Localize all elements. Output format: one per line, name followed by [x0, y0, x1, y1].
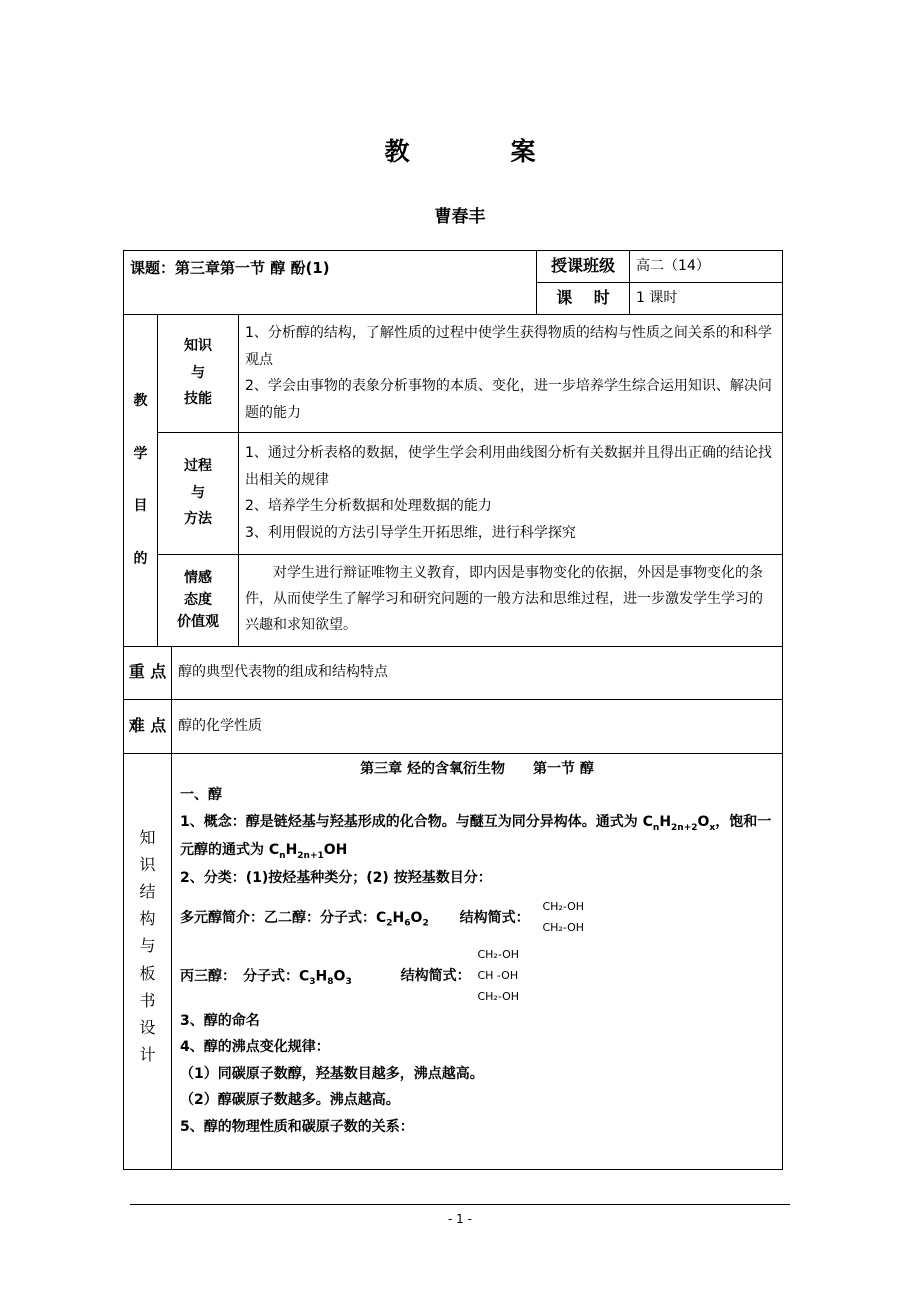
gl-text: 丙三醇： 分子式：C: [180, 968, 310, 985]
board-naming: 3、醇的命名: [180, 1012, 260, 1029]
concept-sub-n2: n: [279, 850, 286, 861]
process-line-1: 1、通过分析表格的数据，使学生学会利用曲线图分析有关数据并且得出正确的结论找出相关的规律: [245, 444, 772, 488]
knowledge-label-1: 知识: [184, 338, 212, 355]
board-classify: 2、分类：(1)按烃基种类分；(2) 按羟基数目分：: [180, 869, 492, 886]
knowledge-content: [239, 314, 783, 432]
difficulty-content: 醇的化学性质: [172, 699, 783, 753]
gl-sub-c: 3: [309, 977, 316, 988]
emotion-label-3: 价值观: [177, 614, 219, 631]
emotion-label-1: 情感: [184, 569, 212, 586]
page-number: - 1 -: [448, 1212, 472, 1226]
document-title: 教 案: [384, 137, 574, 166]
gl-o: O: [333, 968, 346, 985]
gl-struct-line-3: CH₂-OH: [477, 989, 520, 1003]
goals-label-text: 教学目的: [133, 393, 148, 567]
key-point-label: 重 点: [124, 646, 172, 699]
eg-struct-line-1: CH₂-OH: [542, 900, 585, 914]
board-glycerol: [180, 945, 774, 1008]
design-label: [124, 753, 172, 1169]
emotion-content: 对学生进行辩证唯物主义教育，即内因是事物变化的依据，外因是事物变化的条件，从而使学生了解学习和研究问题的一般方法和思维过程，进一步激发学生学习的兴趣和求知欲望。: [239, 554, 783, 646]
board-section-1: 一、醇: [180, 787, 222, 804]
gl-struct-line-2: CH -OH: [477, 968, 519, 982]
process-label-1: 过程: [184, 458, 212, 475]
hours-value: 1 课时: [630, 283, 783, 315]
board-heading: 第三章 烃的含氧衍生物 第一节 醇: [360, 760, 594, 777]
board-design: [172, 753, 783, 1169]
concept-sub-2n2: 2n+2: [671, 822, 698, 833]
process-label-3: 方法: [184, 511, 212, 528]
concept-h: H: [659, 813, 672, 830]
process-content: [239, 432, 783, 554]
process-label: [158, 432, 239, 554]
eg-structure: [542, 897, 584, 939]
class-value: 高二（14）: [630, 251, 783, 283]
knowledge-line-2: 2、学会由事物的表象分析事物的本质、变化，进一步培养学生综合运用知识、解决问题的能力: [245, 378, 772, 421]
concept-o: O: [697, 813, 710, 830]
eg-sub-o: 2: [422, 918, 429, 929]
board-concept: [180, 809, 774, 865]
hours-label: 课 时: [537, 283, 630, 315]
concept-oh: OH: [323, 841, 348, 858]
class-label: 授课班级: [537, 251, 630, 283]
gl-structure: [477, 945, 519, 1008]
gl-sub-h: 8: [327, 977, 334, 988]
eg-struct-label: 结构简式：: [459, 910, 530, 927]
gl-h: H: [315, 968, 328, 985]
eg-sub-c: 2: [386, 918, 393, 929]
emotion-label-2: 态度: [184, 591, 212, 608]
eg-o: O: [410, 910, 423, 927]
process-label-2: 与: [191, 484, 205, 501]
concept-text: 1、概念：醇是链烃基与羟基形成的化合物。与醚互为同分异构体。通式为 C: [180, 813, 653, 830]
knowledge-label-3: 技能: [184, 391, 212, 408]
board-physical: 5、醇的物理性质和碳原子数的关系：: [180, 1118, 414, 1135]
board-boiling: 4、醇的沸点变化规律：: [180, 1039, 330, 1056]
goals-label: [124, 314, 158, 646]
board-ethylene-glycol: [180, 897, 774, 939]
process-line-3: 3、利用假说的方法引导学生开拓思维，进行科学探究: [245, 524, 576, 541]
design-label-text: 知识结构与板书设计: [139, 827, 156, 1065]
key-point-content: 醇的典型代表物的组成和结构特点: [172, 646, 783, 699]
eg-struct-line-2: CH₂-OH: [542, 921, 585, 935]
subject-cell: 课题：第三章第一节 醇 酚(1): [124, 251, 537, 315]
gl-struct-line-1: CH₂-OH: [477, 947, 520, 961]
eg-h: H: [392, 910, 405, 927]
concept-sub-x: x: [709, 822, 716, 833]
concept-h2: H: [285, 841, 298, 858]
eg-sub-h: 6: [404, 918, 411, 929]
footer-divider: [130, 1204, 790, 1205]
concept-text-2: ，饱和一元醇的通式为 C: [180, 813, 772, 858]
knowledge-line-1: 1、分析醇的结构，了解性质的过程中使学生获得物质的结构与性质之间关系的和科学观点: [245, 324, 772, 368]
lesson-plan-table: [123, 250, 783, 1170]
knowledge-label-2: 与: [191, 364, 205, 381]
knowledge-label: [158, 314, 239, 432]
emotion-label: [158, 554, 239, 646]
board-boiling-1: （1）同碳原子数醇，羟基数目越多，沸点越高。: [180, 1065, 484, 1082]
gl-sub-o: 3: [345, 977, 352, 988]
eg-text: 多元醇简介：乙二醇：分子式：C: [180, 910, 387, 927]
board-boiling-2: （2）醇碳原子数越多。沸点越高。: [180, 1092, 400, 1109]
gl-struct-label: 结构简式：: [400, 968, 471, 985]
concept-sub-2n1: 2n+1: [297, 850, 324, 861]
process-line-2: 2、培养学生分析数据和处理数据的能力: [245, 498, 492, 515]
difficulty-label: 难 点: [124, 699, 172, 753]
concept-sub-n: n: [652, 822, 660, 833]
author-name: 曹春丰: [434, 207, 486, 227]
